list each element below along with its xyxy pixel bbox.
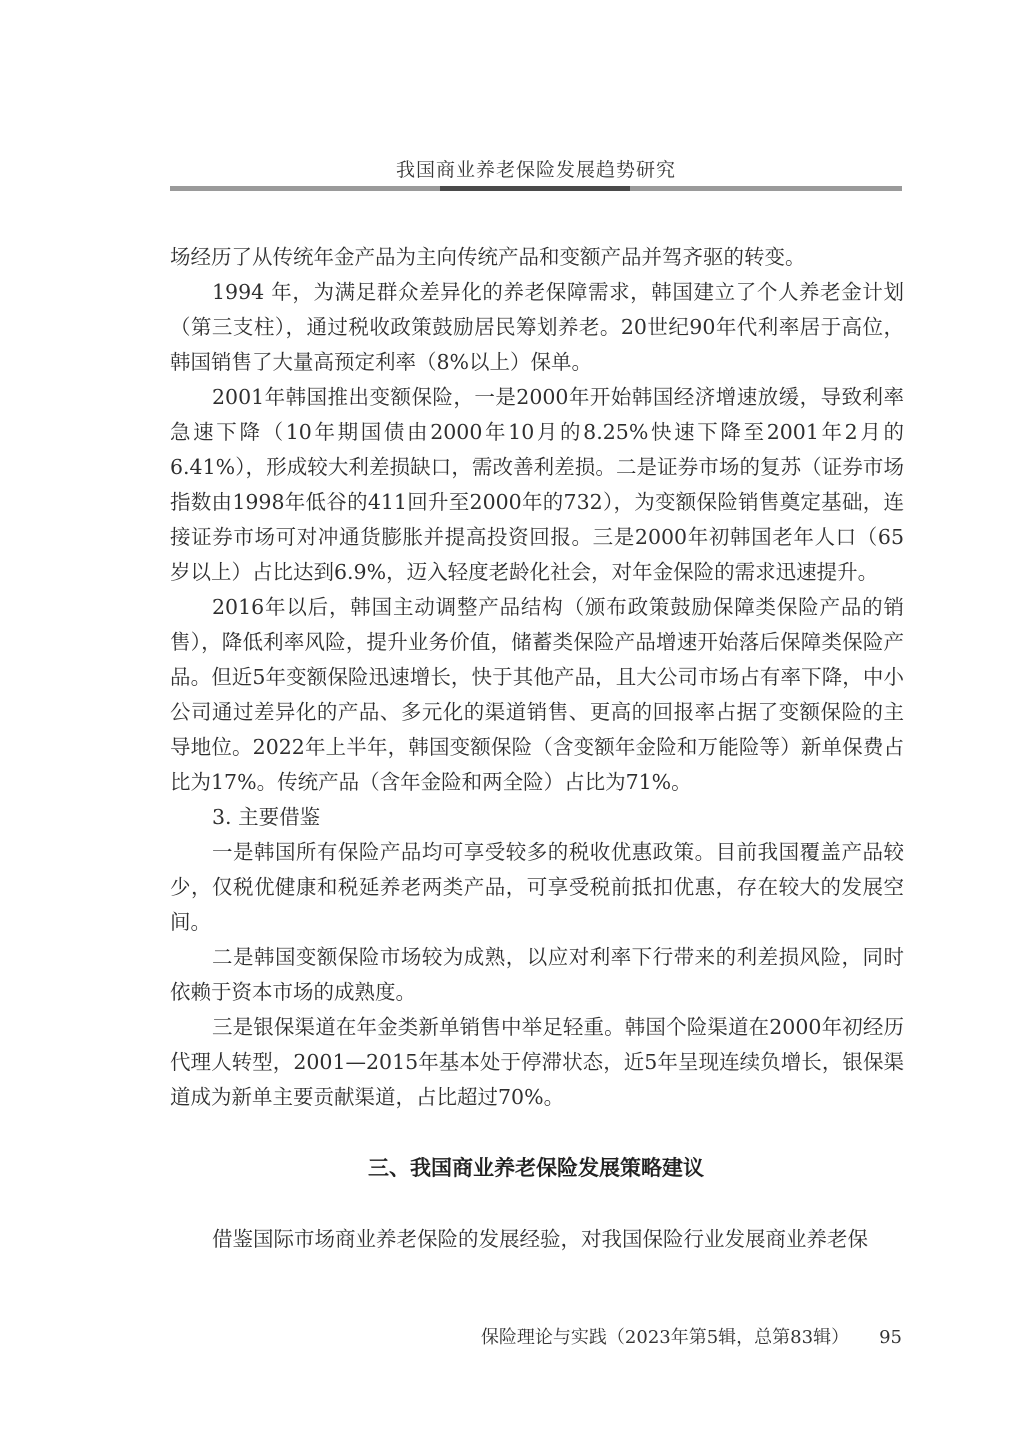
footer-journal: 保险理论与实践（2023年第5辑，总第83辑） <box>480 1327 850 1348</box>
closing-paragraph-wrapper <box>170 1222 904 1257</box>
page-number: 95 <box>879 1327 902 1348</box>
paragraph-continuation: 场经历了从传统年金产品为主向传统产品和变额产品并驾齐驱的转变。 <box>170 245 806 269</box>
paragraph-lesson-one: 一是韩国所有保险产品均可享受较多的税收优惠政策。目前我国覆盖产品较少，仅税优健康和税延养老两类产品，可享受税前抵扣优惠，存在较大的发展空间。 <box>170 840 904 934</box>
body-text <box>170 240 904 1115</box>
page-footer <box>481 1323 902 1349</box>
paragraph-2016-adjustment: 2016年以后，韩国主动调整产品结构（颁布政策鼓励保障类保险产品的销售），降低利率风险，提升业务价值，储蓄类保险产品增速开始落后保障类保险产品。但近5年变额保险迅速增长，快于其他产品，且大公司市场占有率下降，中小公司通过差异化的产品、多元化的渠道销售、更高的回报率占据了变额保险的主导地位。2022年上半年，韩国变额保险（含变额年金险和万能险等）新单保费占比为17%。传统产品（含年金险和两全险）占比为71%。 <box>170 595 904 794</box>
paragraph-lesson-two: 二是韩国变额保险市场较为成熟，以应对利率下行带来的利差损风险，同时依赖于资本市场的成熟度。 <box>170 945 904 1004</box>
paragraph-1994-plan: 1994 年，为满足群众差异化的养老保障需求，韩国建立了个人养老金计划（第三支柱），通过税收政策鼓励居民筹划养老。20世纪90年代利率居于高位，韩国销售了大量高预定利率（8%以上）保单。 <box>170 280 904 374</box>
subheading-main-lessons: 3. 主要借鉴 <box>212 805 321 829</box>
paragraph-lesson-three: 三是银保渠道在年金类新单销售中举足轻重。韩国个险渠道在2000年初经历代理人转型，2001—2015年基本处于停滞状态，近5年呈现连续负增长，银保渠道成为新单主要贡献渠道，占比超过70%。 <box>170 1015 904 1109</box>
closing-paragraph: 借鉴国际市场商业养老保险的发展经验，对我国保险行业发展商业养老保 <box>212 1227 868 1251</box>
header-rule-accent <box>440 186 630 191</box>
paragraph-2001-variable: 2001年韩国推出变额保险，一是2000年开始韩国经济增速放缓，导致利率急速下降（10年期国债由2000年10月的8.25%快速下降至2001年2月的6.41%），形成较大利差损缺口，需改善利差损。二是证券市场的复苏（证券市场指数由1998年低谷的411回升至2000年的732），为变额保险销售奠定基础，连接证券市场可对冲通货膨胀并提高投资回报。三是2000年初韩国老年人口（65岁以上）占比达到6.9%，迈入轻度老龄化社会，对年金保险的需求迅速提升。 <box>170 385 904 584</box>
running-header: 我国商业养老保险发展趋势研究 <box>395 159 676 181</box>
section-heading: 三、我国商业养老保险发展策略建议 <box>368 1156 704 1180</box>
